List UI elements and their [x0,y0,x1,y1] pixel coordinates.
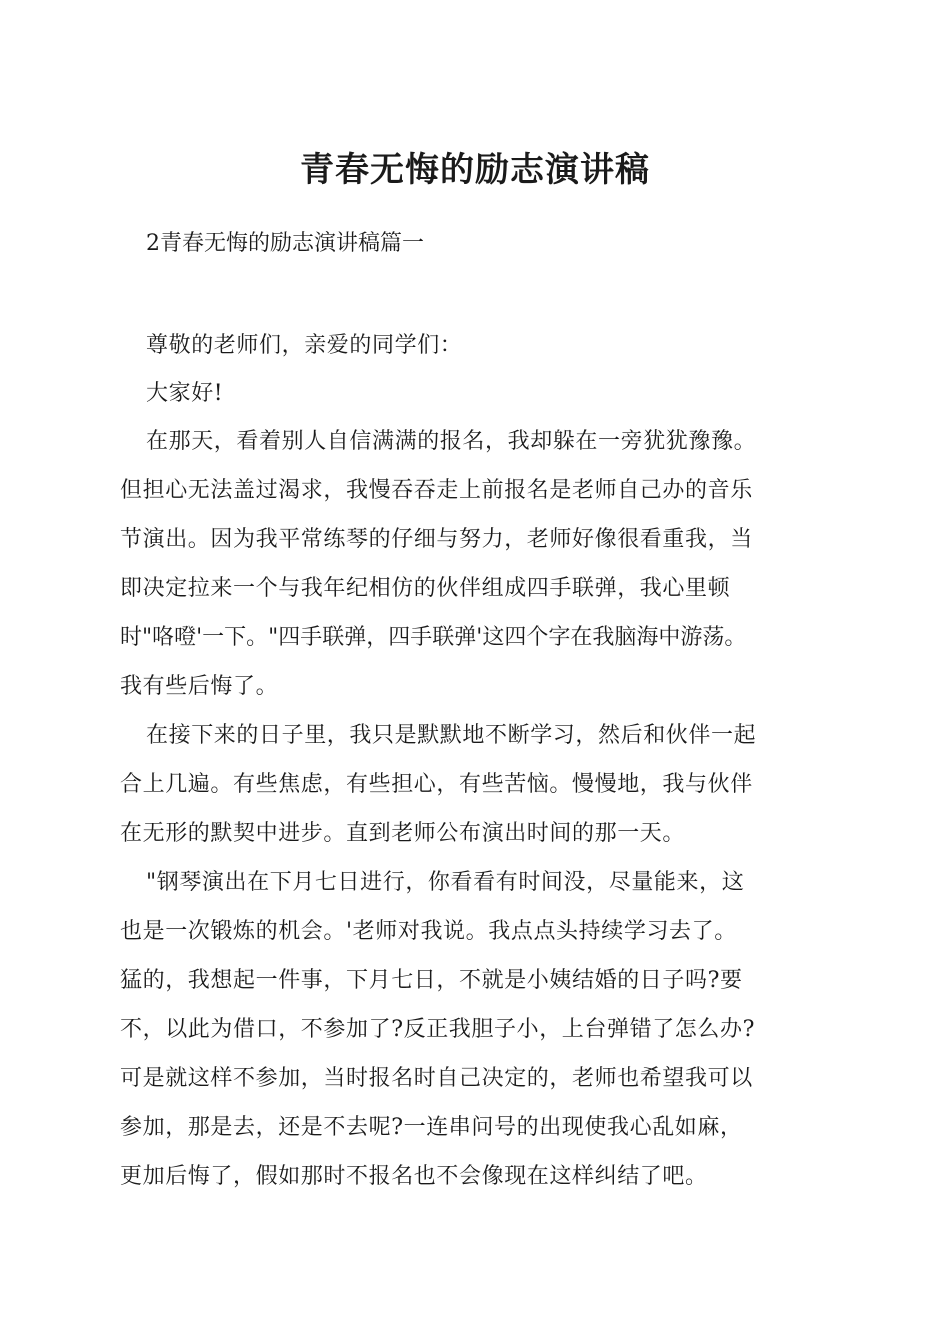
paragraph-line: 更加后悔了，假如那时不报名也不会像现在这样纠结了吧。 [120,1164,708,1189]
paragraph-line: 即决定拉来一个与我年纪相仿的伙伴组成四手联弹，我心里顿 [120,576,731,601]
paragraph-line: 不，以此为借口，不参加了?反正我胆子小，上台弹错了怎么办? [120,1017,755,1042]
greeting-line: 大家好! [146,381,224,406]
paragraph-line: 我有些后悔了。 [120,674,279,699]
paragraph-line: "钢琴演出在下月七日进行，你看看有时间没，尽量能来，这 [146,870,745,895]
paragraph-line: 也是一次锻炼的机会。'老师对我说。我点点头持续学习去了。 [120,919,737,944]
document-title: 青春无悔的励志演讲稿 [300,150,650,190]
paragraph-line: 参加，那是去，还是不去呢?一连串问号的出现使我心乱如麻， [120,1115,743,1140]
paragraph-line: 但担心无法盖过渴求，我慢吞吞走上前报名是老师自己办的音乐 [120,478,753,503]
paragraph-line: 在那天，看着别人自信满满的报名，我却躲在一旁犹犹豫豫。 [146,429,757,454]
salutation-line: 尊敬的老师们，亲爱的同学们： [146,333,463,358]
paragraph-line: 节演出。因为我平常练琴的仔细与努力，老师好像很看重我，当 [120,527,753,552]
paragraph-line: 时"咯噔'一下。"四手联弹，四手联弹'这四个字在我脑海中游荡。 [120,625,747,650]
paragraph-line: 合上几遍。有些焦虑，有些担心，有些苦恼。慢慢地，我与伙伴 [120,772,753,797]
document-subtitle: 2青春无悔的励志演讲稿篇一 [146,231,424,256]
paragraph-line: 猛的，我想起一件事，下月七日，不就是小姨结婚的日子吗?要 [120,968,743,993]
paragraph-line: 在无形的默契中进步。直到老师公布演出时间的那一天。 [120,821,686,846]
paragraph-line: 可是就这样不参加，当时报名时自己决定的，老师也希望我可以 [120,1066,753,1091]
paragraph-line: 在接下来的日子里，我只是默默地不断学习，然后和伙伴一起 [146,723,757,748]
